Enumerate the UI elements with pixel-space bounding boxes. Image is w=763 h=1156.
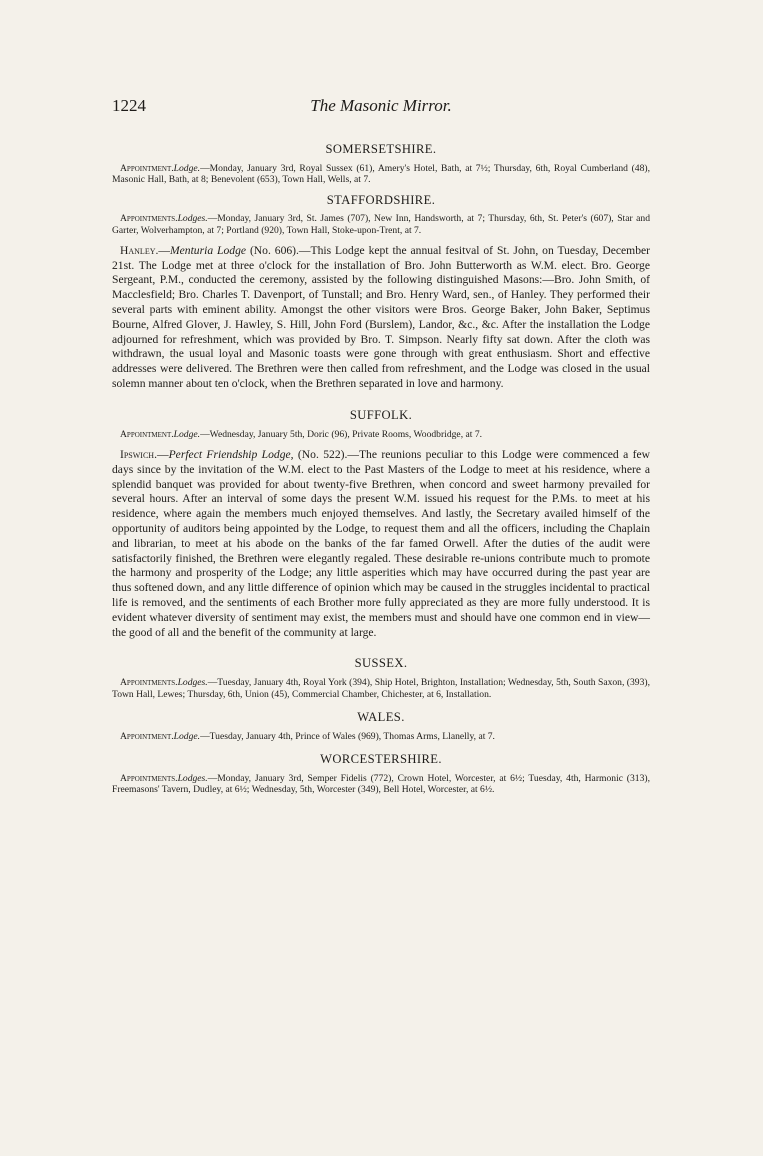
section-heading: STAFFORDSHIRE. [326,193,436,208]
report-lodge-name: Perfect Friendship Lodge, [168,447,294,461]
section-wales [112,710,650,742]
appointment-text: —Monday, January 3rd, Semper Fidelis (772), Crown Hotel, Worcester, at 6½; Tuesday, 4th, Harmonic (313), Freemasons' Tavern, Dudley, at 6½; Wednesday, 5th, Worcester (349), Bell Hotel, Worcester, at 6½. [112,772,650,796]
appointment-notice [112,429,650,440]
appointment-label: Appointment. [120,730,174,742]
lodge-report: Ipswich.—Perfect Friendship Lodge, (No. 522).—The reunions peculiar to this Lodge were commenced a few days since by the invitation of the W.M. elect to the Past Masters of the Lodge to meet at his residence, where a splendid banquet was provided for about twenty-five Brethren, when concord and sweet harmony prevailed for several hours. After an interval of some days the present W.M. issued his request for the P.Ms. to meet at his residence, where again the members much enjoyed themselves. And lastly, the Secretary availed himself of the opportunity of auditors being appointed by the Lodge, to request them and all the officers, including the Chaplain and librarian, to meet at his abode on the banks of the far famed Orwell. After the duties of the audit were satisfactorily finished, the Brethren were elegantly regaled. These desirable re-unions contribute much to promote the harmony and prosperity of the Lodge; any little asperities which may have occurred during the past year are thus softened down, and any little difference of opinion which may be caused in the struggles incidental to practical life is removed, and the sentiments of each Brother more fully appreciated as they are more fully understood. It is evident whatever diversity of sentiment may exist, the members must and should have one common end in view—the good of all and the benefit of the community at large. [112,447,650,639]
section-heading: SUFFOLK. [349,407,413,422]
appointment-text: —Tuesday, January 4th, Prince of Wales (969), Thomas Arms, Llanelly, at 7. [200,730,495,742]
appointment-label: Appointments. [120,772,178,784]
section-heading: SUSSEX. [354,656,408,671]
page-number: 1224 [112,96,146,115]
appointment-type: Lodge. [173,730,201,742]
appointment-notice [112,213,650,235]
section-somersetshire [112,142,650,185]
appointment-notice [112,773,650,795]
appointment-text: —Tuesday, January 4th, Royal York (394), Ship Hotel, Brighton, Installation; Wednesday, 5th, South Saxon, (393), Town Hall, Lewes; Thursday, 6th, Union (45), Commercial Chamber, Chichester, at 6, Installation. [112,677,650,700]
appointment-label: Appointments. [120,677,178,689]
section-worcestershire [112,752,650,795]
report-text: (No. 522).—The reunions peculiar to this Lodge were commenced a few days since by the invitation of the W.M. elect to the Past Masters of the Lodge to meet at his residence, where a splendid banquet was provided for about twenty-five Brethren, when concord and sweet harmony prevailed for several hours. After an interval of some days the present W.M. issued his request for the P.Ms. to meet at his residence, where again the members much enjoyed themselves. And lastly, the Secretary availed himself of the opportunity of auditors being appointed by the Lodge, to request them and all the officers, including the Chaplain and librarian, to meet at his abode on the banks of the far famed Orwell. After the duties of the audit were satisfactorily finished, the Brethren were elegantly regaled. These desirable re-unions contribute much to promote the harmony and prosperity of the Lodge; any little asperities which may have occurred during the past year are thus softened down, and any little difference of opinion which may be caused in the struggles incidental to practical life is removed, and the sentiments of each Brother more fully appreciated as they are more fully understood. It is evident whatever diversity of sentiment may exist, the members must and should have one common end in view—the good of all and the benefit of the community at large. [112,447,650,639]
appointment-type: Lodge. [173,428,201,440]
report-text: (No. 606).—This Lodge kept the annual fesitval of St. John, on Tuesday, December 21st. The Lodge met at three o'clock for the installation of Bro. John Butterworth as W.M. elect. Bro. George Sergeant, P.M., conducted the ceremony, assisted by the following distinguished Masons:—Bro. John Smith, of Macclesfield; Bro. Charles T. Davenport, of Tunstall; and Bro. Henry Ward, sen., of Hanley. They performed their several parts with eminent ability. Amongst the other visitors were Bros. George Baker, John Baker, Septimus Bourne, Alfred Glover, J. Hawley, S. Hill, John Ford (Burslem), Landor, &c., &c. After the installation the Lodge adjourned for refreshment, which was provided by Bro. T. Simpson. Nearly fifty sat down. After the cloth was withdrawn, the usual loyal and Masonic toasts were gone through with great enthusiasm. Short and effective addresses were delivered. The Brethren were then called from refreshment, and the Lodge was closed in the usual solemn manner about ten o'clock, when the Brethren separated in love and harmony. [112,243,650,390]
section-heading: WALES. [357,709,405,724]
lodge-report: Hanley.—Menturia Lodge (No. 606).—This Lodge kept the annual fesitval of St. John, on Tuesday, December 21st. The Lodge met at three o'clock for the installation of Bro. John Butterworth as W.M. elect. Bro. George Sergeant, P.M., conducted the ceremony, assisted by the following distinguished Masons:—Bro. John Smith, of Macclesfield; Bro. Charles T. Davenport, of Tunstall; and Bro. Henry Ward, sen., of Hanley. They performed their several parts with eminent ability. Amongst the other visitors were Bros. George Baker, John Baker, Septimus Bourne, Alfred Glover, J. Hawley, S. Hill, John Ford (Burslem), Landor, &c., &c. After the installation the Lodge adjourned for refreshment, which was provided by Bro. T. Simpson. Nearly fifty sat down. After the cloth was withdrawn, the usual loyal and Masonic toasts were gone through with great enthusiasm. Short and effective addresses were delivered. The Brethren were then called from refreshment, and the Lodge was closed in the usual solemn manner about ten o'clock, when the Brethren separated in love and harmony. [112,243,650,390]
appointment-type: Lodge. [173,163,201,174]
appointment-text: —Wednesday, January 5th, Doric (96), Private Rooms, Woodbridge, at 7. [200,428,483,440]
appointment-notice [112,731,650,742]
appointment-label: Appointment. [120,163,174,174]
document-page [112,96,650,797]
section-staffordshire [112,193,650,391]
appointment-text: —Monday, January 3rd, Royal Sussex (61), Amery's Hotel, Bath, at 7½; Thursday, 6th, Royal Cumberland (48), Masonic Hall, Bath, at 8; Benevolent (653), Town Hall, Wells, at 7. [112,163,650,186]
appointment-notice [112,677,650,699]
appointment-type: Lodges. [177,772,208,784]
report-lodge-name: Menturia Lodge [169,243,247,257]
appointment-notice [112,163,650,185]
section-suffolk [112,408,650,641]
appointment-text: —Monday, January 3rd, St. James (707), New Inn, Handsworth, at 7; Thursday, 6th, St. Peter's (607), Star and Garter, Wolverhampton, at 7; Portland (920), Town Hall, Stoke-upon-Trent, at 7. [112,213,650,236]
report-place: Hanley. [120,243,159,257]
running-title: The Masonic Mirror. [310,96,452,115]
section-heading: SOMERSETSHIRE. [325,142,437,156]
appointment-label: Appointments. [120,213,178,225]
appointment-label: Appointment. [120,428,174,440]
section-heading: WORCESTERSHIRE. [320,751,442,766]
report-place: Ipswich. [120,447,157,461]
section-sussex [112,656,650,699]
page-header [112,96,650,122]
appointment-type: Lodges. [177,213,208,225]
appointment-type: Lodges. [177,677,208,689]
